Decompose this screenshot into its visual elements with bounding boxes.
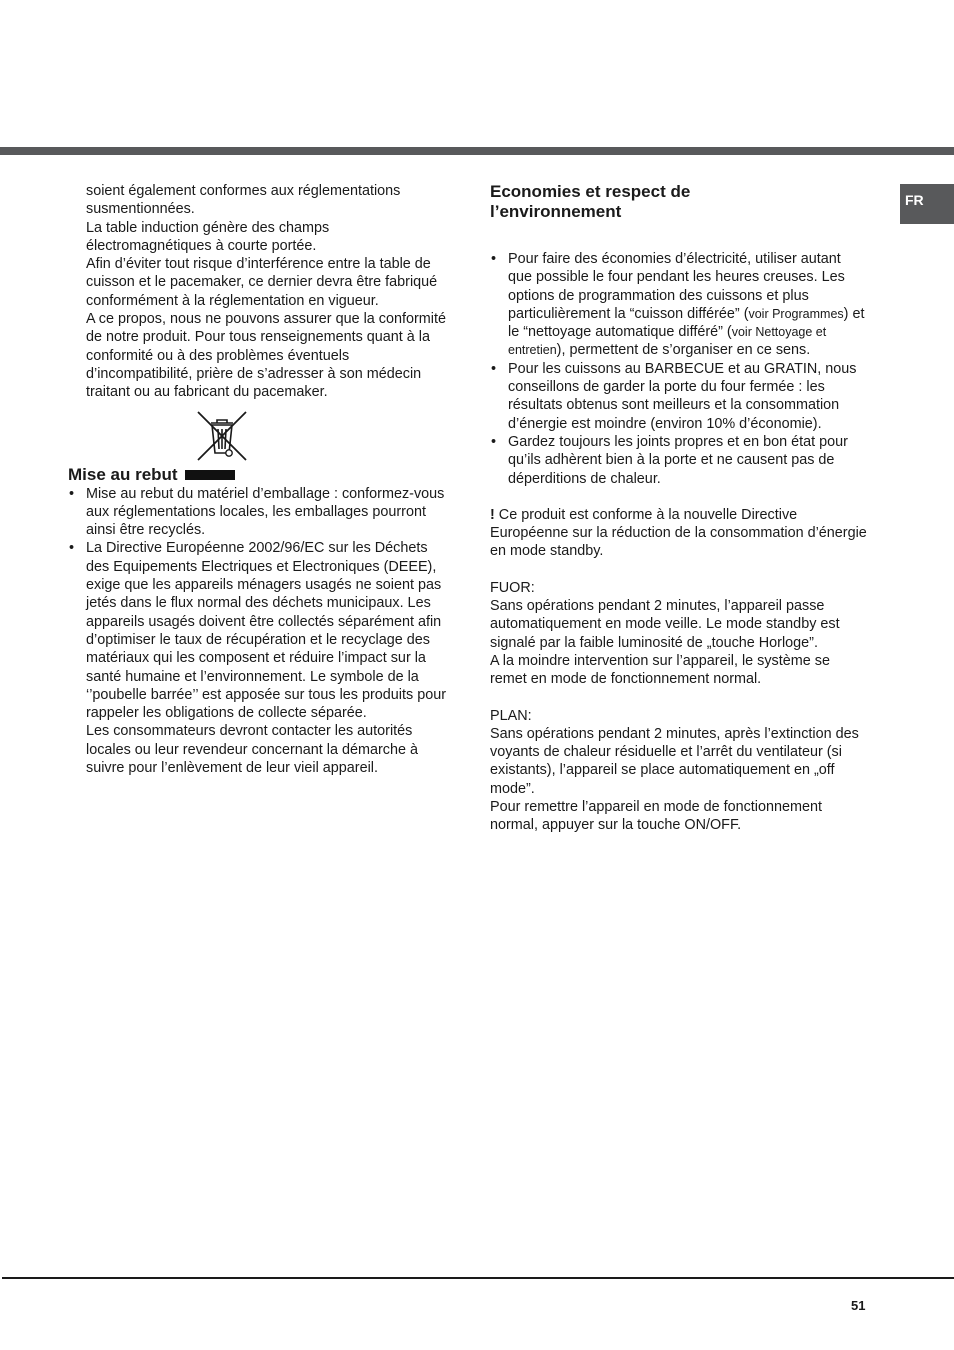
list-item: • Pour les cuissons au BARBECUE et au GRATIN, nous conseillons de garder la porte du four fermée : les résultats obtenus sont meilleurs et la consommation d’énergie est moindre (environ 10% d’économie). bbox=[490, 360, 868, 433]
crossed-out-wheelie-bin-icon bbox=[195, 409, 249, 463]
plan-label: PLAN: bbox=[490, 707, 532, 724]
tip-text: ), permettent de s’organiser en ce sens. bbox=[556, 342, 811, 359]
fuor-text: Sans opérations pendant 2 minutes, l’appareil passe automatiquement en mode veille. Le mode standby est signalé par la faible luminosité de „touche Horloge”. bbox=[490, 598, 840, 651]
list-item: • Mise au rebut du matériel d’emballage : conformez-vous aux réglementations locales, les emballages pourront ainsi être recyclés. bbox=[68, 485, 448, 540]
intro-block bbox=[68, 182, 448, 402]
language-tab: FR bbox=[900, 184, 954, 224]
intro-paragraph: A ce propos, nous ne pouvons assurer que la conformité de notre produit. Pour tous renseignements quant à la conformité ou à des problèmes éventuels d’incompatibilité, prière de s’adresser à son médecin traitant ou au fabricant du pacemaker. bbox=[86, 311, 446, 401]
fuor-section bbox=[490, 579, 868, 689]
plan-text: Sans opérations pendant 2 minutes, après l’extinction des voyants de chaleur résiduelle et l’arrêt du ventilateur (si existants), l’appareil se place automatiquement en „off mode”. bbox=[490, 725, 859, 797]
intro-paragraph: La table induction génère des champs électromagnétiques à courte portée. bbox=[86, 219, 330, 254]
heading-bar bbox=[185, 470, 235, 480]
bottom-rule bbox=[2, 1277, 954, 1279]
list-item-continuation: Les consommateurs devront contacter les autorités locales ou leur revendeur concernant la démarche à suivre pour l’enlèvement de leur vieil appareil. bbox=[86, 723, 418, 777]
top-divider-bar bbox=[0, 147, 954, 155]
list-item: • La Directive Européenne 2002/96/EC sur les Déchets des Equipements Electriques et Electroniques (DEEE), exige que les appareils ménagers usagés ne soient pas jetés dans le flux normal des déchets municipaux. Les appareils usagés doivent être collectés séparément afin d’optimiser le taux de récupération et le recyclage des matériaux qui les composent et réduire l’impact sur la santé humaine et l’environnement. Le symbole de la ‘’poubelle barrée’’ est apposée sur tous les produits pour rappeler les obligations de collecte séparée. bbox=[68, 539, 448, 722]
cross-reference: voir Programmes bbox=[748, 306, 844, 321]
plan-text: Pour remettre l’appareil en mode de fonctionnement normal, appuyer sur la touche ON/OFF. bbox=[490, 799, 822, 834]
heading-line: l’environnement bbox=[490, 202, 622, 221]
fuor-label: FUOR: bbox=[490, 579, 535, 596]
right-column bbox=[490, 182, 868, 835]
disposal-list bbox=[68, 485, 448, 723]
plan-section bbox=[490, 707, 868, 835]
section-heading-economies bbox=[490, 182, 868, 222]
tip-text: ) et le “nettoyage automatique différé” ( bbox=[508, 305, 865, 341]
notice-text: Ce produit est conforme à la nouvelle Directive Européenne sur la réduction de la consommation d’énergie en mode standby. bbox=[490, 506, 867, 560]
section-heading-mise-au-rebut bbox=[68, 465, 448, 485]
eco-tips-list bbox=[490, 250, 868, 488]
intro-paragraph: soient également conformes aux réglementations susmentionnées. bbox=[86, 183, 401, 218]
standby-notice bbox=[490, 506, 868, 561]
warning-mark: ! bbox=[490, 506, 495, 523]
intro-paragraph: Afin d’éviter tout risque d’interférence entre la table de cuisson et le pacemaker, ce dernier devra être fabriqué conformément à la réglementation en vigueur. bbox=[86, 256, 438, 309]
list-item: • Gardez toujours les joints propres et en bon état pour qu’ils adhèrent bien à la porte et ne causent pas de déperditions de chaleur. bbox=[490, 433, 868, 488]
left-column bbox=[68, 182, 448, 777]
list-item bbox=[490, 250, 868, 360]
cross-reference: voir Nettoyage et entretien bbox=[508, 325, 827, 358]
weee-symbol-area bbox=[68, 409, 448, 463]
tip-text: Pour faire des économies d’électricité, utiliser autant que possible le four pendant les heures creuses. Les options de programmation des cuissons et plus particulièrement la “cuisson différée” ( bbox=[508, 251, 845, 322]
page-number: 51 bbox=[851, 1298, 866, 1313]
heading-text: Mise au rebut bbox=[68, 464, 178, 484]
heading-line: Economies et respect de bbox=[490, 182, 691, 201]
fuor-text: A la moindre intervention sur l’appareil, le système se remet en mode de fonctionnement normal. bbox=[490, 652, 830, 688]
